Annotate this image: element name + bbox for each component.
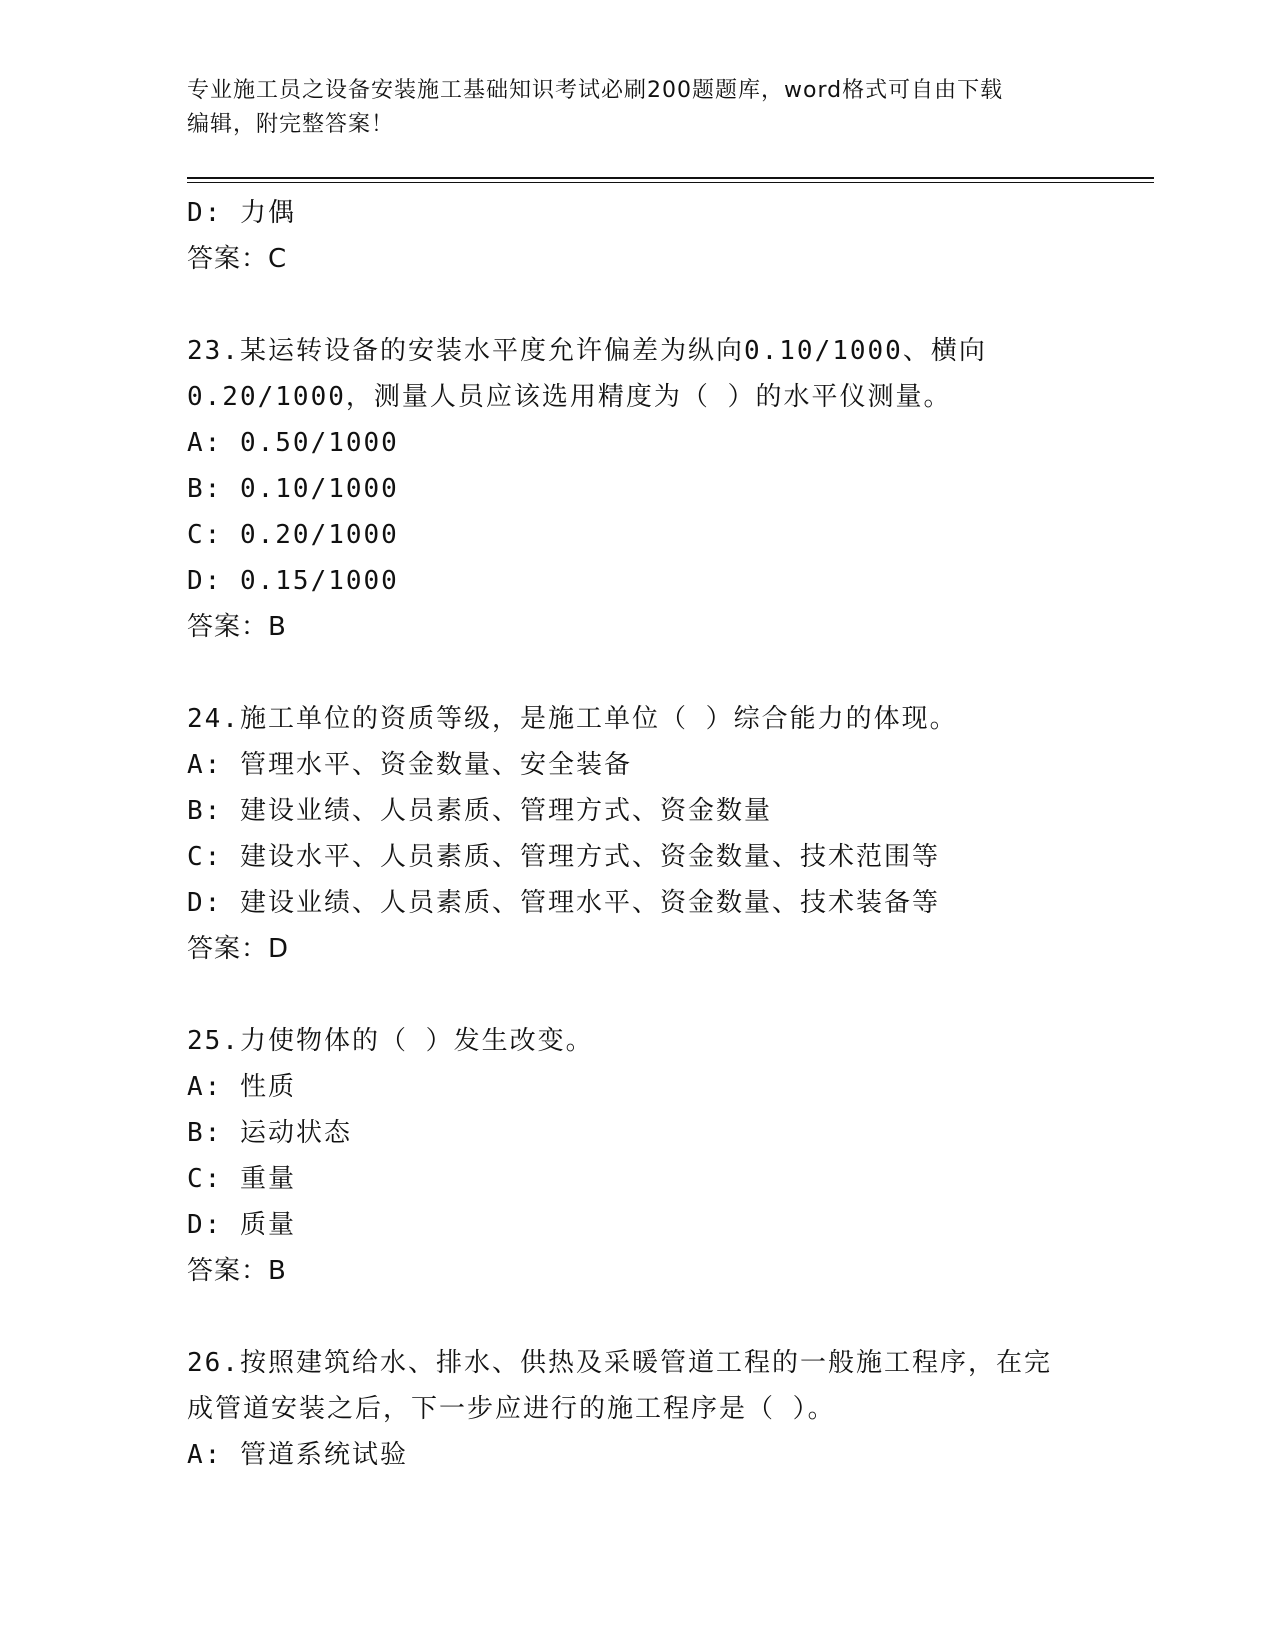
option-b: B: 运动状态 bbox=[187, 1118, 352, 1148]
option-a: A: 管道系统试验 bbox=[187, 1440, 408, 1470]
spacer bbox=[187, 972, 1087, 1018]
spacer bbox=[187, 1294, 1087, 1340]
question-25 bbox=[187, 1018, 1087, 1294]
question-stem-line: 26.按照建筑给水、排水、供热及采暖管道工程的一般施工程序，在完 bbox=[187, 1348, 1052, 1378]
option-a: A: 0.50/1000 bbox=[187, 428, 399, 458]
answer-previous: 答案：C bbox=[187, 244, 288, 274]
answer: 答案：D bbox=[187, 934, 290, 964]
header-divider bbox=[187, 177, 1154, 179]
spacer bbox=[187, 282, 1087, 328]
question-24 bbox=[187, 696, 1087, 972]
question-content bbox=[187, 190, 1087, 1478]
question-stem-line: 0.20/1000，测量人员应该选用精度为（ ）的水平仪测量。 bbox=[187, 382, 952, 412]
document-header bbox=[187, 74, 1087, 142]
question-23 bbox=[187, 328, 1087, 650]
question-26 bbox=[187, 1340, 1087, 1478]
option-b: B: 建设业绩、人员素质、管理方式、资金数量 bbox=[187, 796, 772, 826]
option-d: D: 建设业绩、人员素质、管理水平、资金数量、技术装备等 bbox=[187, 888, 940, 918]
question-stem-line: 25.力使物体的（ ）发生改变。 bbox=[187, 1026, 594, 1056]
option-b: B: 0.10/1000 bbox=[187, 474, 399, 504]
header-title-line-2: 编辑，附完整答案！ bbox=[187, 112, 395, 137]
question-stem-line: 24.施工单位的资质等级，是施工单位（ ）综合能力的体现。 bbox=[187, 704, 958, 734]
option-d-previous: D: 力偶 bbox=[187, 198, 296, 228]
answer: 答案：B bbox=[187, 612, 287, 642]
option-c: C: 建设水平、人员素质、管理方式、资金数量、技术范围等 bbox=[187, 842, 940, 872]
option-d: D: 质量 bbox=[187, 1210, 296, 1240]
question-stem-line: 23.某运转设备的安装水平度允许偏差为纵向0.10/1000、横向 bbox=[187, 336, 987, 366]
header-divider-thin bbox=[187, 182, 1154, 183]
spacer bbox=[187, 650, 1087, 696]
question-stem-line: 成管道安装之后，下一步应进行的施工程序是（ ）。 bbox=[187, 1394, 836, 1424]
option-a: A: 管理水平、资金数量、安全装备 bbox=[187, 750, 632, 780]
option-d: D: 0.15/1000 bbox=[187, 566, 399, 596]
option-a: A: 性质 bbox=[187, 1072, 296, 1102]
option-c: C: 重量 bbox=[187, 1164, 296, 1194]
header-title-line-1: 专业施工员之设备安装施工基础知识考试必刷200题题库，word格式可自由下载 bbox=[187, 78, 1004, 103]
answer: 答案：B bbox=[187, 1256, 287, 1286]
option-c: C: 0.20/1000 bbox=[187, 520, 399, 550]
